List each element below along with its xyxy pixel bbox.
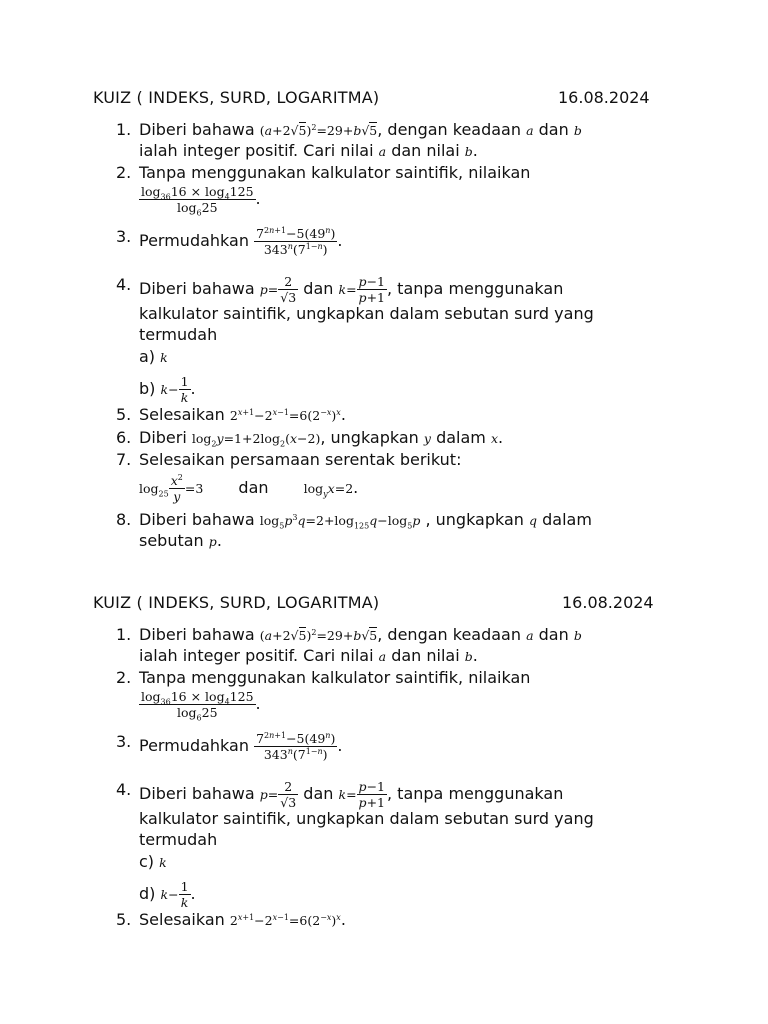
quiz-title: KUIZ ( INDEKS, SURD, LOGARITMA) [93, 88, 380, 107]
quiz-date: 16.08.2024 [558, 88, 650, 107]
quiz-date: 16.08.2024 [562, 593, 654, 612]
quiz-title: KUIZ ( INDEKS, SURD, LOGARITMA) [93, 593, 380, 612]
fraction: $\frac{7^{2n+1}-5(49^n)}{343^n(7^{1-n})}$ [256, 225, 336, 257]
equation: $(a+2√5)^2=29+b√5$ [259, 122, 378, 138]
question-number: 1. [116, 120, 132, 139]
fraction: $\frac{\log_{36}16 \times \log_4125}{\log_625}$ [141, 184, 254, 218]
